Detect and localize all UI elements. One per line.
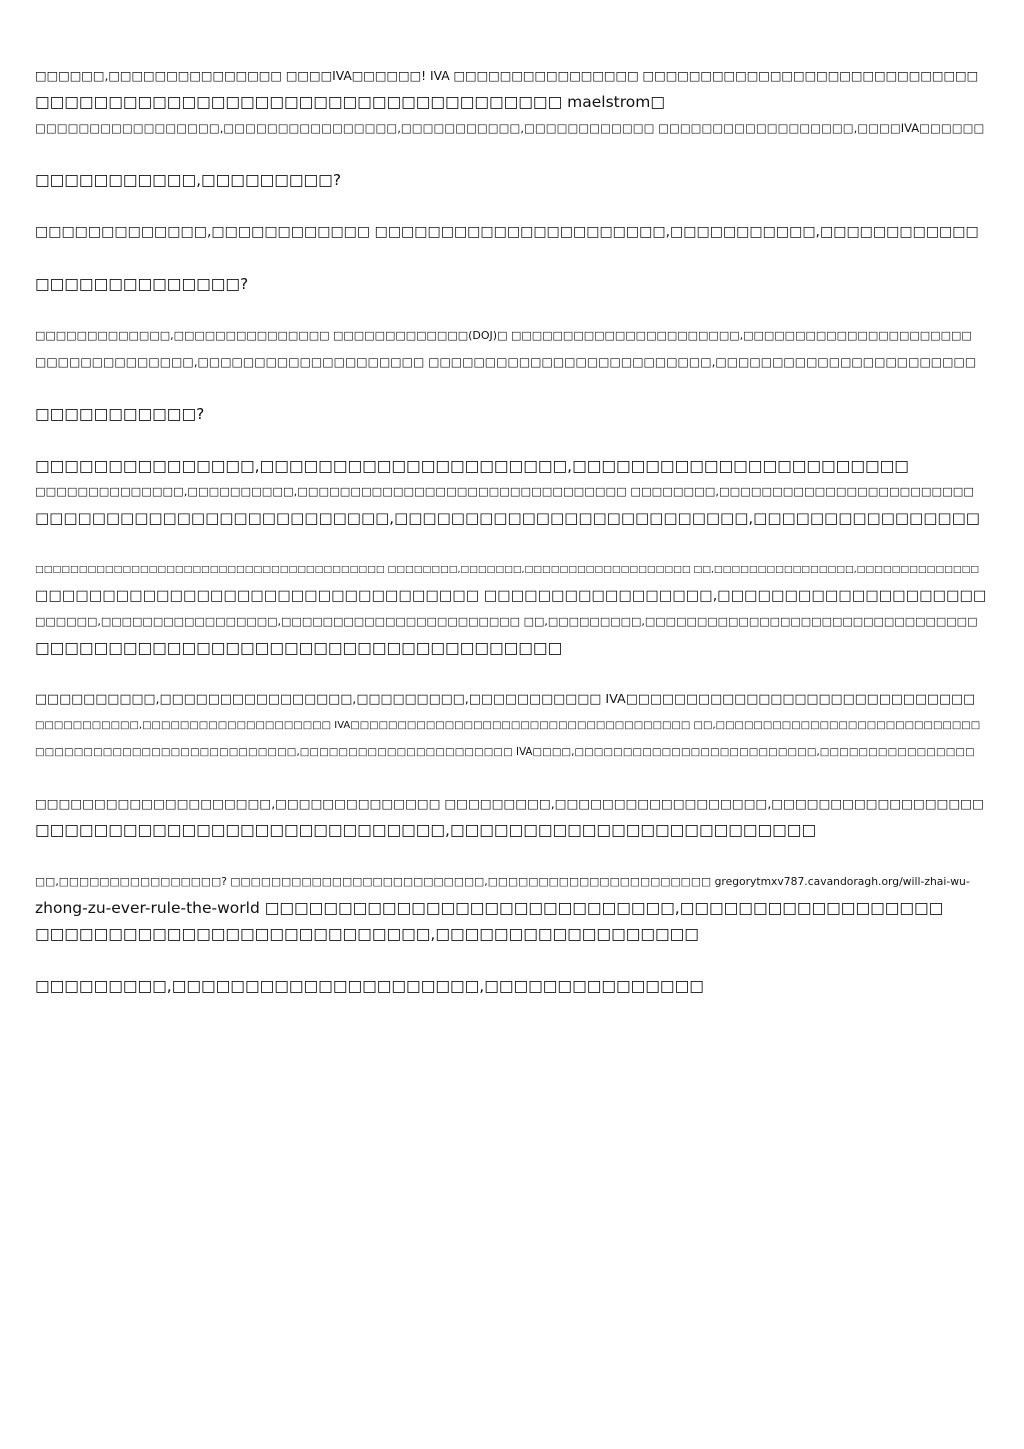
text-line: □□□□□□,□□□□□□□□□□□□□□□□□,□□□□□□□□□□□□□□□□□□□□□□□ □□,□□□□□□□□□,□□□□□□□□□□□□□□□□□□□□□□□□□□□□□□□□ xyxy=(35,615,978,628)
text-line: □□□□□□□□□□□□□□□□□□□□□□□□□□□□□□□□□□□□ maelstrom□ xyxy=(35,93,665,111)
paragraph-5 xyxy=(35,323,990,375)
text-line: □□□□□□,□□□□□□□□□□□□□□□ □□□□IVA□□□□□□! IVA □□□□□□□□□□□□□□□□ □□□□□□□□□□□□□□□□□□□□□□□□□□□□□ xyxy=(35,69,979,83)
paragraph-7 xyxy=(35,453,990,531)
text-line-with-url: □□,□□□□□□□□□□□□□□□□? □□□□□□□□□□□□□□□□□□□□□□□□□,□□□□□□□□□□□□□□□□□□□□□□ gregorytmxv787.cavandoragh.org/will-zhai-wu- xyxy=(35,875,970,888)
paragraph-9 xyxy=(35,687,990,765)
text-line: □□□□□□□□□□□□□□□□□□□□□□□□□□□□□□□□□□□□ xyxy=(35,639,563,657)
paragraph-4-question xyxy=(35,271,990,297)
text-line: □□□□□□□□□□,□□□□□□□□□□□□□□□□,□□□□□□□□□,□□□□□□□□□□□ IVA□□□□□□□□□□□□□□□□□□□□□□□□□□□□□ xyxy=(35,692,976,707)
text-line: □□□□□□□□□,□□□□□□□□□□□□□□□□□□□□□,□□□□□□□□□□□□□□□ xyxy=(35,977,704,995)
document-body xyxy=(35,63,990,1025)
paragraph-3 xyxy=(35,219,990,245)
text-line: □□□□□□□□□□□,□□□□□□□□□? xyxy=(35,171,342,189)
text-line: □□□□□□□□□□□□□□,□□□□□□□□□□□□□□□□□□□□ □□□□□□□□□□□□□□□□□□□□□□□□□,□□□□□□□□□□□□□□□□□□□□□□□ xyxy=(35,355,977,369)
text-line: □□□□□□□□□□□□□□□□□□□□□□□□□□□□,□□□□□□□□□□□□□□□□□□□□□□□□□ xyxy=(35,821,817,839)
text-line: □□□□□□□□□□□□□□□□□□□□□□□□□□□,□□□□□□□□□□□□□□□□□□□□□□ IVA□□□□,□□□□□□□□□□□□□□□□□□□□□□□□□,□□□□□□□□□□□□□□□□ xyxy=(35,746,975,758)
paragraph-8 xyxy=(35,557,990,661)
paragraph-2-question xyxy=(35,167,990,193)
text-line: □□□□□□□□□□□□□□□□□□□□□□□□□□□□□□□□□□□□□□□□ □□□□□□□□,□□□□□□□,□□□□□□□□□□□□□□□□□□□ □□,□□□□□□□□□□□□□□□□,□□□□□□□□□□□□□□ xyxy=(35,564,980,575)
paragraph-6-question xyxy=(35,401,990,427)
text-line: □□□□□□□□□□□□□□□□□□□□,□□□□□□□□□□□□□□ □□□□□□□□□,□□□□□□□□□□□□□□□□□□,□□□□□□□□□□□□□□□□□□ xyxy=(35,796,984,811)
text-line: □□□□□□□□□□□□□□□□□□□□□□□□□□□□□□□□□ □□□□□□□□□□□□□□□□□,□□□□□□□□□□□□□□□□□□□□ xyxy=(35,588,987,604)
text-line: □□□□□□□□□□□□□□□□□,□□□□□□□□□□□□□□□□,□□□□□□□□□□□,□□□□□□□□□□□□ □□□□□□□□□□□□□□□□□□,□□□□IVA□□□□□□ xyxy=(35,121,985,135)
text-line: □□□□□□□□□□□□□□? xyxy=(35,275,249,293)
text-line-with-url: zhong-zu-ever-rule-the-world □□□□□□□□□□□□□□□□□□□□□□□□□□□□,□□□□□□□□□□□□□□□□□□ xyxy=(35,899,944,917)
paragraph-10 xyxy=(35,791,990,843)
text-line: □□□□□□□□□□□□□□□□□□□□□□□□□□□,□□□□□□□□□□□□□□□□□□ xyxy=(35,925,699,943)
text-line: □□□□□□□□□□□? xyxy=(35,405,205,423)
text-line: □□□□□□□□□□□□□,□□□□□□□□□□□□□□□ □□□□□□□□□□□□□(DOJ)□ □□□□□□□□□□□□□□□□□□□□□□,□□□□□□□□□□□□□□□□□□□□□□ xyxy=(35,329,972,342)
paragraph-11-with-link xyxy=(35,869,990,947)
text-line: □□□□□□□□□□□□□□□,□□□□□□□□□□□□□□□□□□□□□,□□□□□□□□□□□□□□□□□□□□□□□ xyxy=(35,457,909,475)
text-line: □□□□□□□□□□□□□,□□□□□□□□□□□□ □□□□□□□□□□□□□□□□□□□□□□,□□□□□□□□□□□,□□□□□□□□□□□□ xyxy=(35,224,979,240)
text-line: □□□□□□□□□□□□□□□□□□□□□□□□□,□□□□□□□□□□□□□□□□□□□□□□□□□,□□□□□□□□□□□□□□□□ xyxy=(35,509,980,527)
paragraph-1 xyxy=(35,63,990,141)
text-line: □□□□□□□□□□□□□□,□□□□□□□□□□,□□□□□□□□□□□□□□□□□□□□□□□□□□□□□□□ □□□□□□□□,□□□□□□□□□□□□□□□□□□□□□□□□ xyxy=(35,485,975,498)
paragraph-12 xyxy=(35,973,990,999)
text-line: □□□□□□□□□□□,□□□□□□□□□□□□□□□□□□□□ IVA□□□□□□□□□□□□□□□□□□□□□□□□□□□□□□□□□□□□ □□,□□□□□□□□□□□□□□□□□□□□□□□□□□□□ xyxy=(35,720,981,731)
